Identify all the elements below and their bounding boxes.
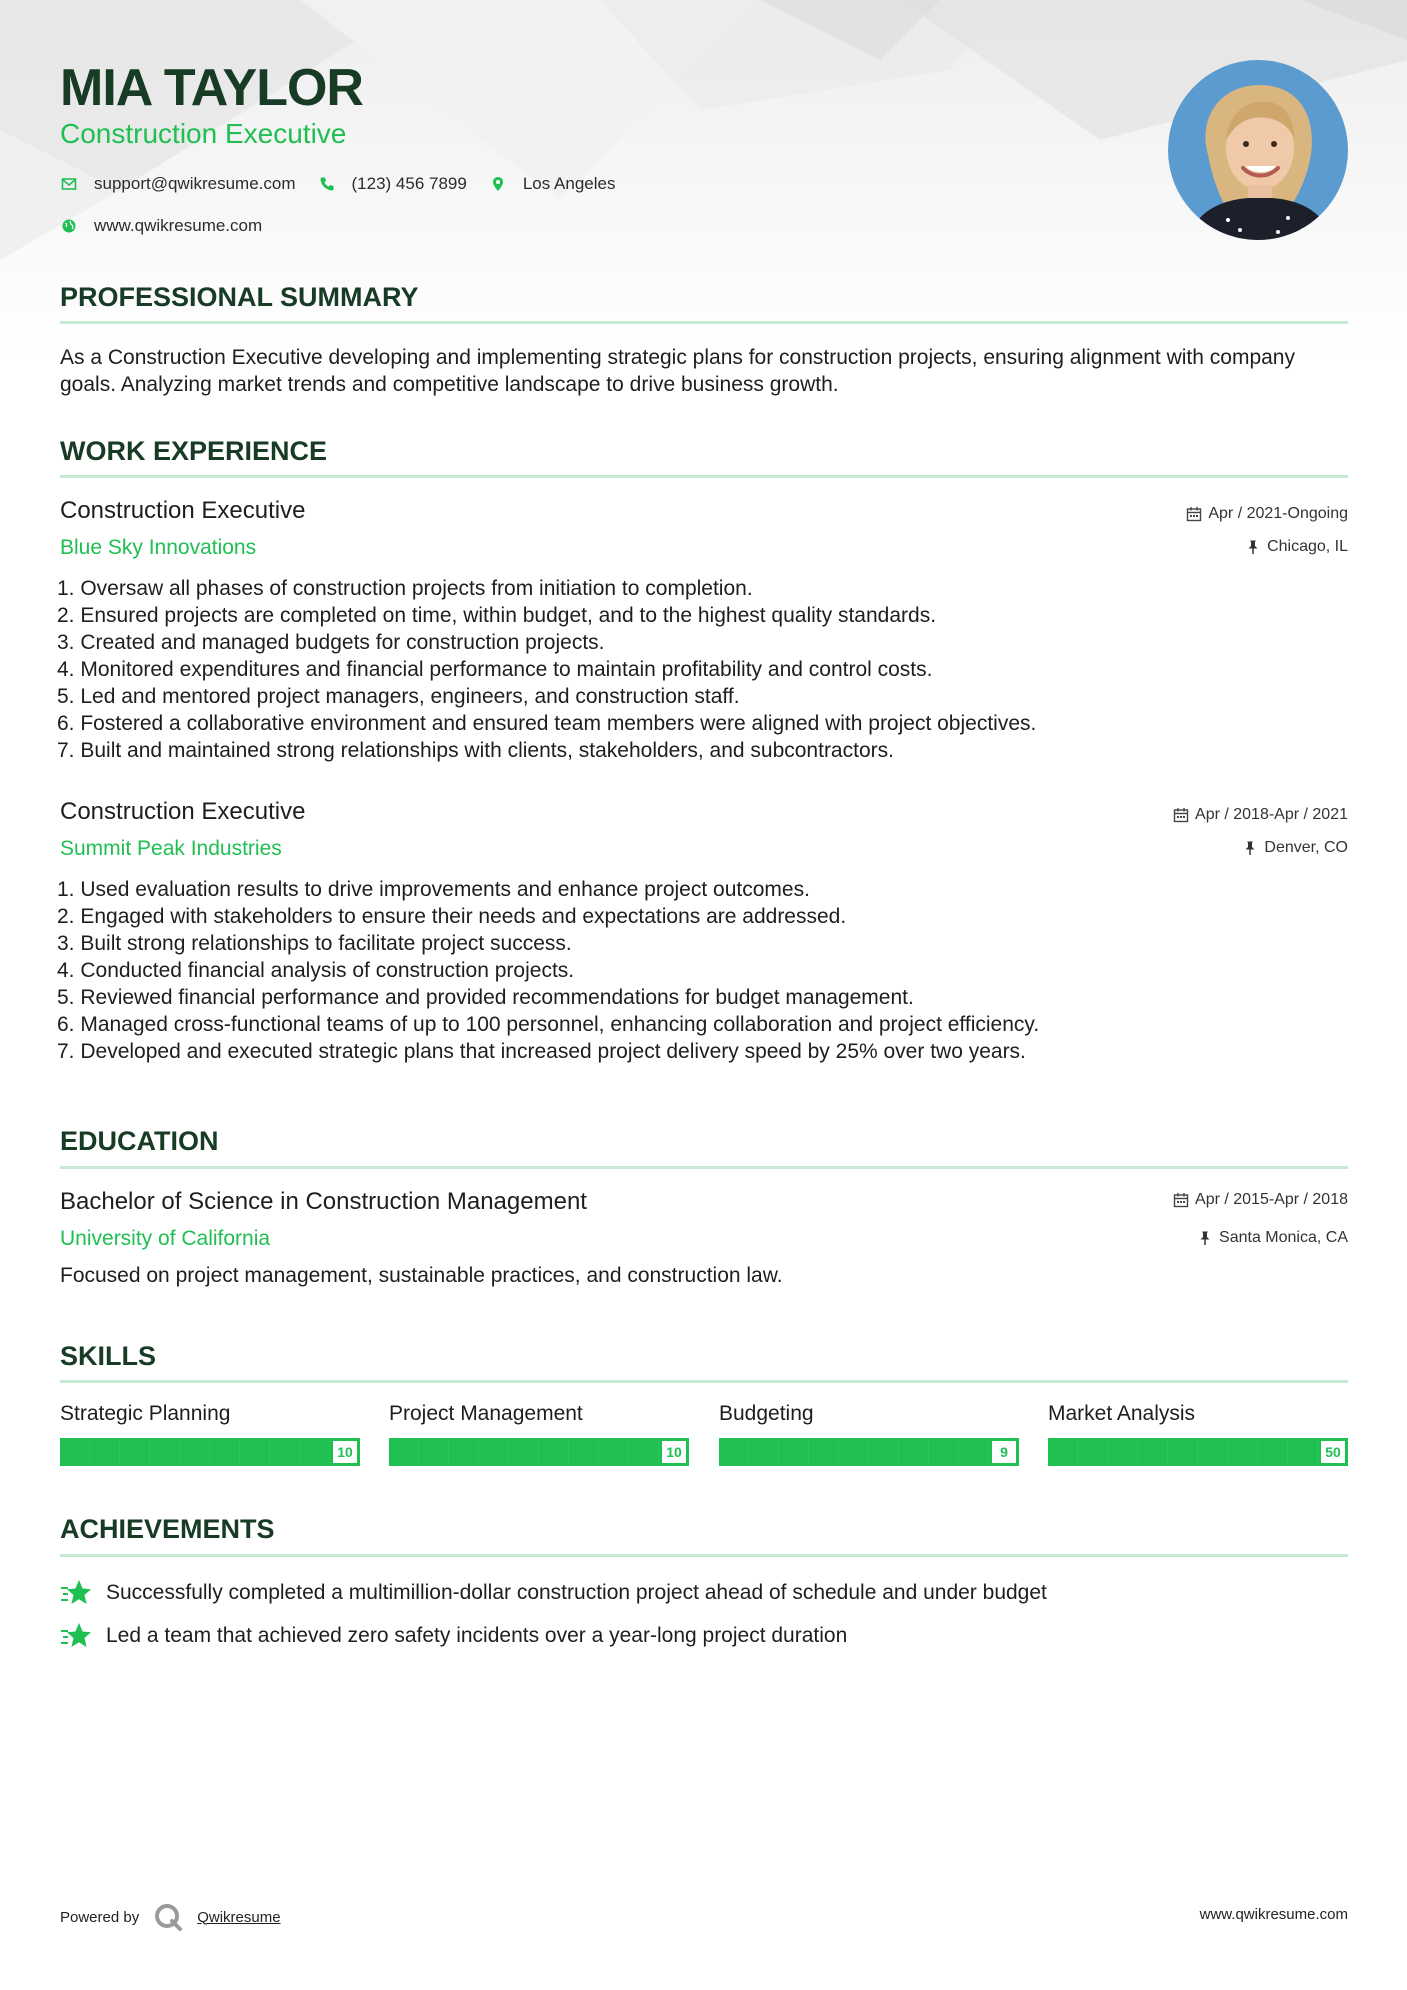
achievements-heading: ACHIEVEMENTS — [60, 1514, 275, 1544]
education-dates — [1173, 1191, 1348, 1209]
job-bullets — [57, 876, 1357, 1065]
skill-label: Market Analysis — [1048, 1402, 1196, 1425]
profile-photo — [1168, 60, 1348, 240]
list-item: 3. Built strong relationships to facilitate project success. — [57, 932, 572, 955]
job-title: Construction Executive — [60, 798, 306, 825]
skill-bar-segment — [419, 1438, 449, 1466]
achievement-item — [60, 1578, 1047, 1608]
pushpin-icon — [1245, 539, 1261, 555]
experience-heading: WORK EXPERIENCE — [60, 436, 328, 466]
skill-bar-segment — [599, 1438, 629, 1466]
job-bullets — [57, 575, 1357, 764]
footer-website[interactable]: www.qwikresume.com — [1199, 1906, 1348, 1923]
skill-bar-segment — [509, 1438, 539, 1466]
skill-bar-segment — [1168, 1438, 1198, 1466]
section-divider — [60, 475, 1348, 478]
skill-bar-segment — [270, 1438, 300, 1466]
list-item: 1. Oversaw all phases of construction projects from initiation to completion. — [57, 577, 753, 600]
envelope-icon — [60, 175, 78, 193]
list-item: 6. Fostered a collaborative environment and ensured team members were aligned with project objectives. — [57, 712, 1037, 735]
skill-bar-segment — [60, 1438, 90, 1466]
skill-item — [719, 1402, 1019, 1466]
list-item: 6. Managed cross-functional teams of up to 100 personnel, enhancing collaboration and project efficiency. — [57, 1013, 1040, 1036]
section-divider — [60, 1166, 1348, 1169]
skill-bar-segment — [1078, 1438, 1108, 1466]
job-company: Blue Sky Innovations — [60, 536, 257, 559]
powered-by-label: Powered by — [60, 1908, 140, 1926]
skill-bar-segment — [839, 1438, 869, 1466]
skill-item — [389, 1402, 689, 1466]
degree-title: Bachelor of Science in Construction Management — [60, 1188, 587, 1215]
skill-bar-segment — [539, 1438, 569, 1466]
brand-link[interactable]: Qwikresume — [197, 1908, 281, 1926]
skill-bar-segment — [629, 1438, 659, 1466]
section-divider — [60, 321, 1348, 324]
job-dates — [1186, 505, 1348, 523]
skill-bar-segment — [719, 1438, 749, 1466]
skill-label: Strategic Planning — [60, 1402, 231, 1425]
skill-bar-segment — [150, 1438, 180, 1466]
calendar-icon — [1173, 807, 1189, 823]
email-link[interactable]: support@qwikresume.com — [94, 174, 296, 193]
phone-icon — [318, 175, 336, 193]
list-item: 5. Led and mentored project managers, engineers, and construction staff. — [57, 685, 740, 708]
location-text: Los Angeles — [522, 174, 616, 193]
skill-bar-segment — [1258, 1438, 1288, 1466]
skill-bar-segment — [779, 1438, 809, 1466]
skill-bar-segment — [749, 1438, 779, 1466]
skill-bar — [1048, 1438, 1348, 1466]
skill-bar-segment — [959, 1438, 989, 1466]
section-divider — [60, 1380, 1348, 1383]
list-item: 4. Conducted financial analysis of construction projects. — [57, 959, 575, 982]
skill-bar-segment — [929, 1438, 959, 1466]
skill-bar-segment — [240, 1438, 270, 1466]
job-location — [1242, 839, 1348, 857]
skill-value: 10 — [330, 1438, 360, 1466]
website-row — [60, 216, 262, 236]
skill-bar-segment — [1228, 1438, 1258, 1466]
skill-bar-segment — [479, 1438, 509, 1466]
skill-bar-segment — [389, 1438, 419, 1466]
job-location — [1245, 538, 1348, 556]
job-dates-text: Apr / 2018-Apr / 2021 — [1195, 806, 1348, 823]
skill-bar-segment — [300, 1438, 330, 1466]
pushpin-icon — [1242, 840, 1258, 856]
school-name: University of California — [60, 1227, 271, 1250]
achievement-text: Successfully completed a multimillion-dollar construction project ahead of schedule and under budget — [106, 1581, 1047, 1604]
list-item: 2. Ensured projects are completed on time, within budget, and to the highest quality standards. — [57, 604, 937, 627]
list-item: 5. Reviewed financial performance and provided recommendations for budget management. — [57, 986, 914, 1009]
education-description: Focused on project management, sustainable practices, and construction law. — [60, 1264, 783, 1287]
qwikresume-logo-icon — [153, 1902, 183, 1932]
skill-bar-segment — [869, 1438, 899, 1466]
education-dates-text: Apr / 2015-Apr / 2018 — [1195, 1191, 1348, 1208]
job-title: Construction Executive — [60, 497, 306, 524]
website-link[interactable]: www.qwikresume.com — [94, 216, 263, 235]
globe-icon — [60, 217, 78, 235]
skill-bar-segment — [899, 1438, 929, 1466]
education-location-text: Santa Monica, CA — [1219, 1229, 1348, 1246]
job-company: Summit Peak Industries — [60, 837, 282, 860]
skill-bar-segment — [1198, 1438, 1228, 1466]
calendar-icon — [1186, 506, 1202, 522]
list-item: 1. Used evaluation results to drive improvements and enhance project outcomes. — [57, 878, 810, 901]
skill-bar — [719, 1438, 1019, 1466]
candidate-role: Construction Executive — [60, 118, 347, 149]
education-heading: EDUCATION — [60, 1126, 219, 1156]
skill-bar-segment — [210, 1438, 240, 1466]
skill-bar — [60, 1438, 360, 1466]
skill-bar-segment — [1108, 1438, 1138, 1466]
skill-value: 10 — [659, 1438, 689, 1466]
contact-row — [60, 174, 615, 194]
skill-bar-segment — [1138, 1438, 1168, 1466]
skill-bar-segment — [90, 1438, 120, 1466]
skill-bar-segment — [180, 1438, 210, 1466]
achievement-text: Led a team that achieved zero safety incidents over a year-long project duration — [106, 1624, 848, 1647]
job-location-text: Chicago, IL — [1267, 538, 1348, 555]
skills-heading: SKILLS — [60, 1341, 157, 1371]
candidate-name: MIA TAYLOR — [60, 59, 363, 117]
skill-bar — [389, 1438, 689, 1466]
achievement-item — [60, 1621, 847, 1651]
calendar-icon — [1173, 1192, 1189, 1208]
section-divider — [60, 1554, 1348, 1557]
skill-bar-segment — [809, 1438, 839, 1466]
list-item: 7. Developed and executed strategic plans that increased project delivery speed by 25% over two years. — [57, 1040, 1026, 1063]
skill-bar-segment — [1048, 1438, 1078, 1466]
list-item: 2. Engaged with stakeholders to ensure their needs and expectations are addressed. — [57, 905, 847, 928]
skill-bar-segment — [569, 1438, 599, 1466]
list-item: 3. Created and managed budgets for construction projects. — [57, 631, 605, 654]
education-location — [1197, 1229, 1348, 1247]
skill-item — [60, 1402, 360, 1466]
job-location-text: Denver, CO — [1264, 839, 1348, 856]
skill-value: 9 — [989, 1438, 1019, 1466]
job-dates-text: Apr / 2021-Ongoing — [1208, 505, 1348, 522]
phone-number[interactable]: (123) 456 7899 — [351, 174, 467, 193]
star-list-icon — [60, 1621, 92, 1651]
skill-label: Project Management — [389, 1402, 583, 1425]
skill-item — [1048, 1402, 1348, 1466]
map-pin-icon — [489, 175, 507, 193]
pushpin-icon — [1197, 1230, 1213, 1246]
list-item: 4. Monitored expenditures and financial performance to maintain profitability and control costs. — [57, 658, 933, 681]
star-list-icon — [60, 1578, 92, 1608]
list-item: 7. Built and maintained strong relationships with clients, stakeholders, and subcontractors. — [57, 739, 894, 762]
footer-powered-by — [60, 1902, 281, 1932]
skill-value: 50 — [1318, 1438, 1348, 1466]
job-dates — [1173, 806, 1348, 824]
skill-bar-segment — [449, 1438, 479, 1466]
skill-bar-segment — [1288, 1438, 1318, 1466]
skill-bar-segment — [120, 1438, 150, 1466]
summary-heading: PROFESSIONAL SUMMARY — [60, 282, 419, 312]
summary-text: As a Construction Executive developing and implementing strategic plans for construction projects, ensuring alignment with company goals. Analyzing market trends and competitive landscape to drive business growth. — [60, 346, 1295, 396]
skill-label: Budgeting — [719, 1402, 814, 1425]
